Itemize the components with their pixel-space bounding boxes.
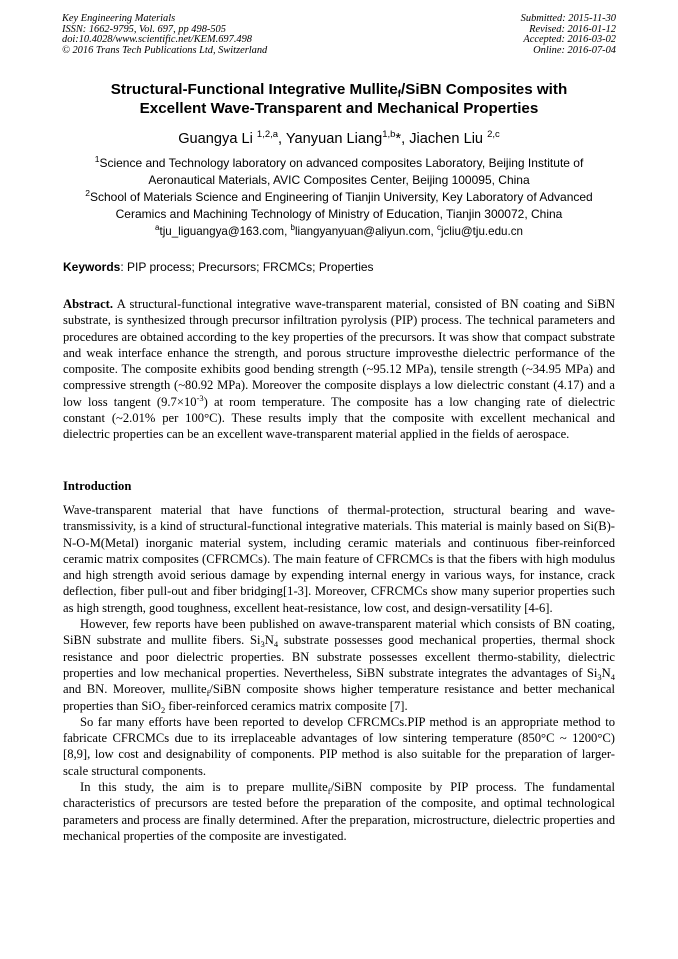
keywords-text: : PIP process; Precursors; FRCMCs; Properties <box>120 260 374 274</box>
text-run: /SiBN composite by PIP process. The fundamental characteristics of precursors are tested before the preparation of the composite, and optimal technological parameters and process are finally determined. After the preparation, microstructure, dielectric properties and mechanical properties of the composite are investigated. <box>63 780 615 843</box>
journal-header-right <box>521 14 616 56</box>
abstract <box>63 296 615 443</box>
abstract-text: ) at room temperature. The composite has a low changing rate of dielectric constant (~2.01% per 100°C). These results imply that the composite with excellent mechanical and dielectric properties can be an excellent wave-transparent material applied in the fields of aerospace. <box>63 394 616 442</box>
email-mark: b <box>290 223 295 232</box>
abstract-label: Abstract. <box>63 297 114 311</box>
journal-name: Key Engineering Materials <box>62 13 176 24</box>
title-line-1 <box>60 80 618 99</box>
affiliation-number: 2 <box>85 188 90 198</box>
author-affiliation-mark: 1,b <box>382 129 396 140</box>
journal-doi[interactable]: doi:10.4028/www.scientific.net/KEM.697.498 <box>62 34 252 46</box>
abstract-paragraph <box>63 296 615 443</box>
date-accepted: Accepted: 2016-03-02 <box>523 34 616 46</box>
email-mark: a <box>155 223 160 232</box>
text-run: /SiBN composite shows higher temperature resistance and better mechanical properties than SiO <box>63 682 615 713</box>
subscript: 3 <box>260 639 265 650</box>
affiliation-line <box>60 189 618 206</box>
author-name: Guangya Li <box>178 131 257 147</box>
affiliation-2 <box>60 189 618 223</box>
author-emails <box>60 224 618 239</box>
email-mark: c <box>436 223 441 232</box>
author-separator: , <box>278 131 286 147</box>
affiliation-line: Ceramics and Machining Technology of Ministry of Education, Tianjin 300072, China <box>115 207 563 221</box>
author-name: Yanyuan Liang <box>285 131 383 147</box>
email-address[interactable]: jcliu@tju.edu.cn <box>440 225 523 238</box>
date-revised: Revised: 2016-01-12 <box>529 23 616 35</box>
author-list <box>60 130 618 148</box>
text-run: substrate possesses good mechanical properties, thermal shock resistance and poor dielectric properties. BN substrate possesses excellent thermo-stability, dielectric properties and low mechanical properties. Nevertheless, SiBN substrate integrates the advantages of Si <box>63 633 615 680</box>
subscript: f <box>327 786 331 797</box>
email-separator: , <box>284 225 291 238</box>
abstract-text: A structural-functional integrative wave-transparent material, consisted of BN coating and SiBN substrate, is synthesized through precursor infiltration pyrolysis (PIP) process. The technical parameters and procedures are obtained according to the key properties of the precursors. It was show that compact substrate and weak interface enhance the strength, and porous structure improvesthe dielectric performance of the composite. The composite exhibits good bending strength (~95.12 MPa), tensile strength (~34.95 MPa) and compressive strength (~80.92 MPa). Moreover the composite displays a low dielectric constant (4.17) and a low loss tangent (9.7×10 <box>63 297 615 409</box>
subscript: 3 <box>597 671 602 682</box>
text-run: N <box>264 633 274 648</box>
paper-title <box>60 80 618 118</box>
intro-paragraph-1: Wave-transparent material that have functions of thermal-protection, structural bearing and wave-transmissivity, is a kind of structural-functional integrative materials. This material is mainly based on Si(B)-N-O-M(Metal) inorganic material system, including ceramic materials and continuous fiber-reinforced ceramic matrix composites (CFRCMCs). The main feature of CFRCMCs is that the fibers with high modulus and high strength avoid serious damage by expending internal energy in various ways, for instance, crack deflection, fiber pull-out and fiber bridging[1-3]. Moreover, CFRCMCs show many superior properties such as high strength, good toughness, excellent heat-resistance, low cost, and design-versatility [4-6]. <box>63 503 615 615</box>
affiliation-text: Science and Technology laboratory on advanced composites Laboratory, Beijing Institute of <box>99 156 584 170</box>
email-address[interactable]: tju_liguangya@163.com <box>159 225 285 238</box>
subscript: 4 <box>610 671 615 682</box>
title-subscript: f <box>397 89 401 100</box>
journal-issn: ISSN: 1662-9795, Vol. 697, pp 498-505 <box>62 23 226 35</box>
journal-header-left <box>62 14 267 56</box>
intro-paragraph-2 <box>63 616 615 714</box>
text-run: fiber-reinforced ceramics matrix composite [7]. <box>165 698 408 713</box>
section-heading-introduction: Introduction <box>63 479 132 493</box>
author-affiliation-mark: 1,2,a <box>256 129 279 140</box>
text-run: N <box>601 665 611 680</box>
intro-paragraph-3: So far many efforts have been reported to develop CFRCMCs.PIP method is an appropriate method to fabricate CFRCMCs due to its irreplaceable advantages of low sintering temperature (850°C ~ 1200°C) [8,9], low cost and designability of components. PIP method is also suitable for the preparation of larger-scale structural components. <box>63 714 615 778</box>
email-separator: , <box>430 225 437 238</box>
affiliation-text: School of Materials Science and Engineering of Tianjin University, Key Laboratory of Advanced <box>90 190 593 204</box>
introduction-body <box>63 502 615 844</box>
subscript: 2 <box>160 704 166 715</box>
abstract-superscript: -3 <box>196 392 204 403</box>
subscript: f <box>206 688 210 699</box>
title-part: Structural-Functional Integrative Mullite <box>110 81 398 98</box>
affiliation-line <box>60 155 618 172</box>
keywords <box>63 259 615 275</box>
author-name: Jiachen Liu <box>409 131 488 147</box>
date-submitted: Submitted: 2015-11-30 <box>520 13 616 24</box>
title-line-2: Excellent Wave-Transparent and Mechanical Properties <box>139 100 539 117</box>
corresponding-author-mark: * <box>395 131 402 147</box>
text-run: In this study, the aim is to prepare mullite <box>80 780 328 795</box>
text-run: and BN. Moreover, mullite <box>63 682 207 697</box>
date-online: Online: 2016-07-04 <box>533 44 616 56</box>
author-affiliation-mark: 2,c <box>487 129 500 140</box>
author-separator: , <box>401 131 410 147</box>
keywords-label: Keywords <box>63 260 121 274</box>
email-address[interactable]: liangyanyuan@aliyun.com <box>294 225 431 238</box>
text-run: However, few reports have been published on awave-transparent material which consists of BN coating, SiBN substrate and mullite fibers. Si <box>63 617 615 648</box>
subscript: 4 <box>273 639 279 650</box>
intro-paragraph-4 <box>63 779 615 844</box>
affiliation-number: 1 <box>94 154 100 164</box>
affiliation-line: Aeronautical Materials, AVIC Composites Center, Beijing 100095, China <box>148 173 530 187</box>
title-part: /SiBN Composites with <box>401 81 568 98</box>
affiliation-1 <box>60 155 618 189</box>
journal-copyright: © 2016 Trans Tech Publications Ltd, Switzerland <box>62 44 268 56</box>
